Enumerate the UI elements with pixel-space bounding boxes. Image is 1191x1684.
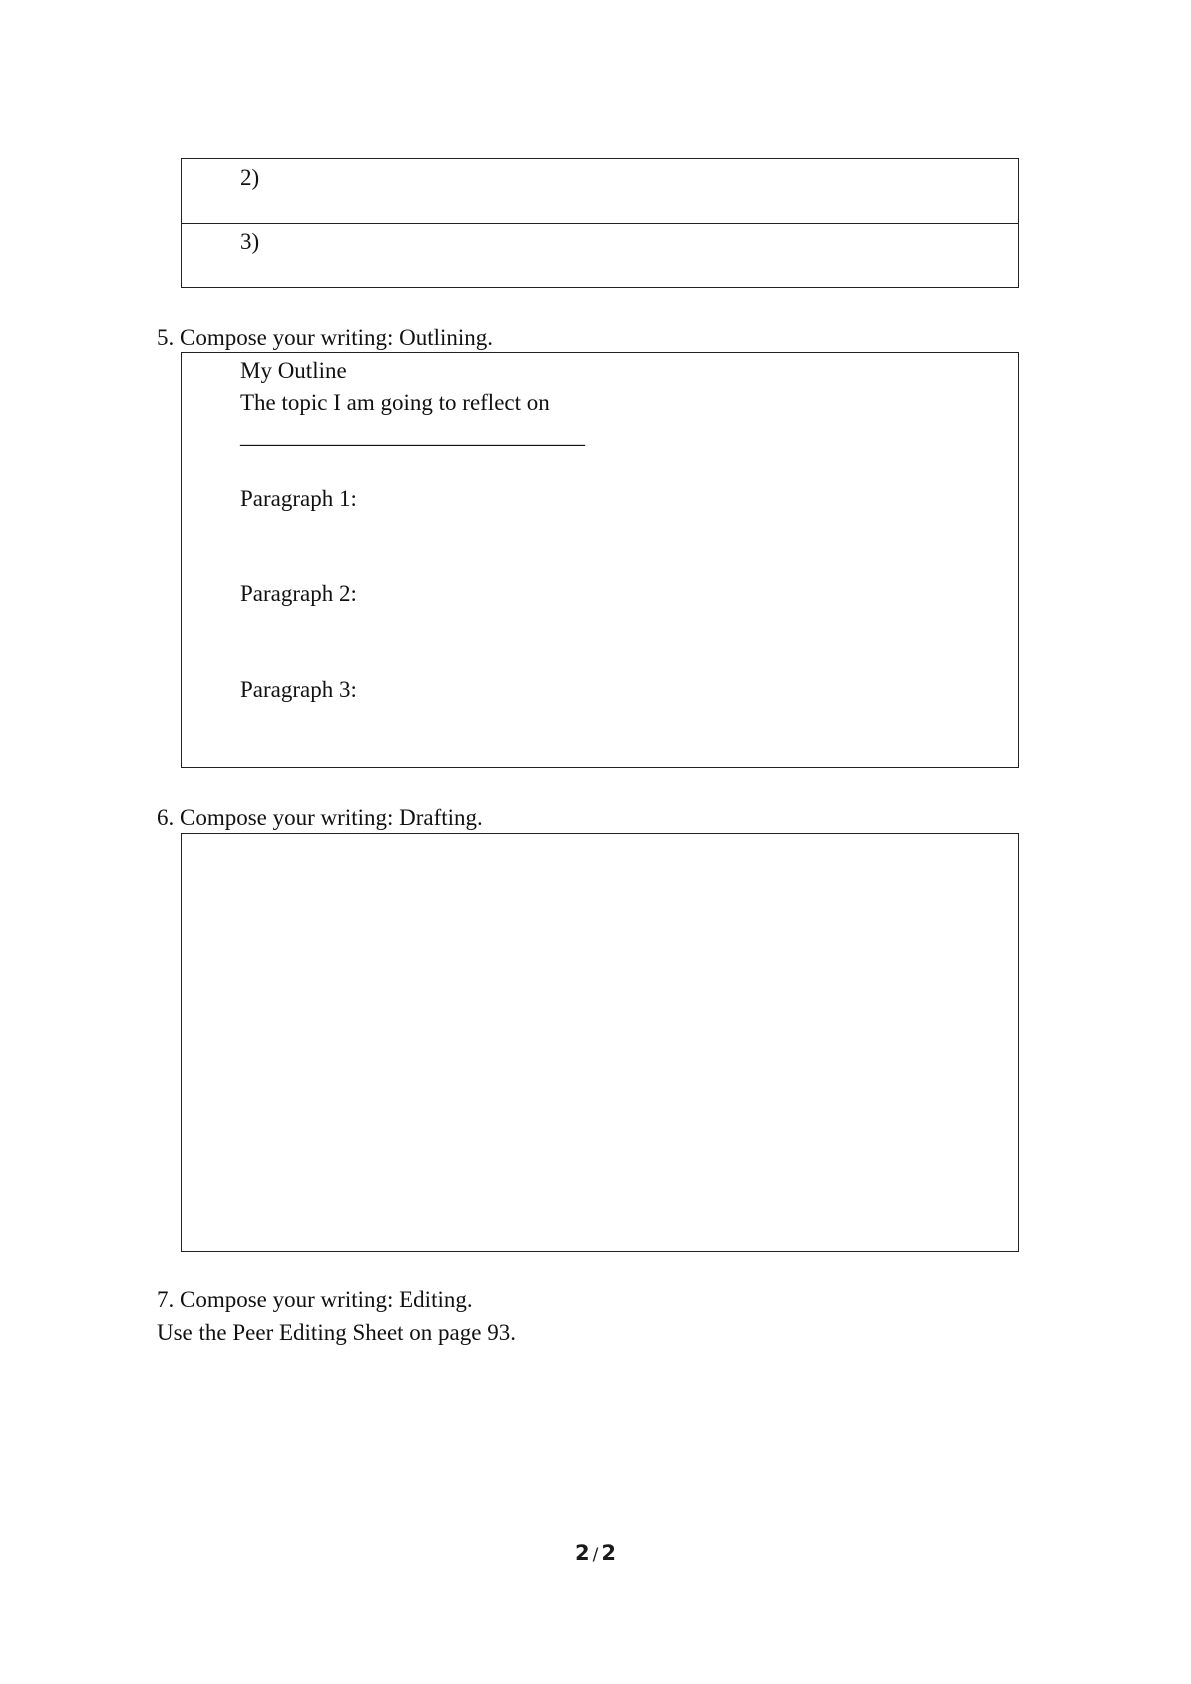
outline-box-title: My Outline — [240, 358, 347, 383]
page-number-total: 2 — [601, 1541, 616, 1565]
editing-heading: 7. Compose your writing: Editing. — [157, 1287, 473, 1312]
page-number-separator: / — [592, 1545, 599, 1565]
paragraph-3-label: Paragraph 3: — [240, 677, 357, 702]
drafting-heading: 6. Compose your writing: Drafting. — [157, 805, 483, 830]
table-row-divider — [181, 223, 1019, 224]
topic-blank-line[interactable]: ______________________________ — [240, 423, 585, 448]
page-number-current: 2 — [575, 1541, 590, 1565]
drafting-box[interactable] — [181, 833, 1019, 1252]
list-item-2: 2) — [240, 165, 260, 190]
paragraph-2-label: Paragraph 2: — [240, 581, 357, 606]
outlining-heading: 5. Compose your writing: Outlining. — [157, 325, 494, 350]
topic-prompt: The topic I am going to reflect on — [240, 390, 550, 415]
paragraph-1-label: Paragraph 1: — [240, 486, 357, 511]
page-number — [0, 1543, 1191, 1564]
editing-instruction: Use the Peer Editing Sheet on page 93. — [157, 1320, 516, 1345]
list-item-3: 3) — [240, 229, 260, 254]
